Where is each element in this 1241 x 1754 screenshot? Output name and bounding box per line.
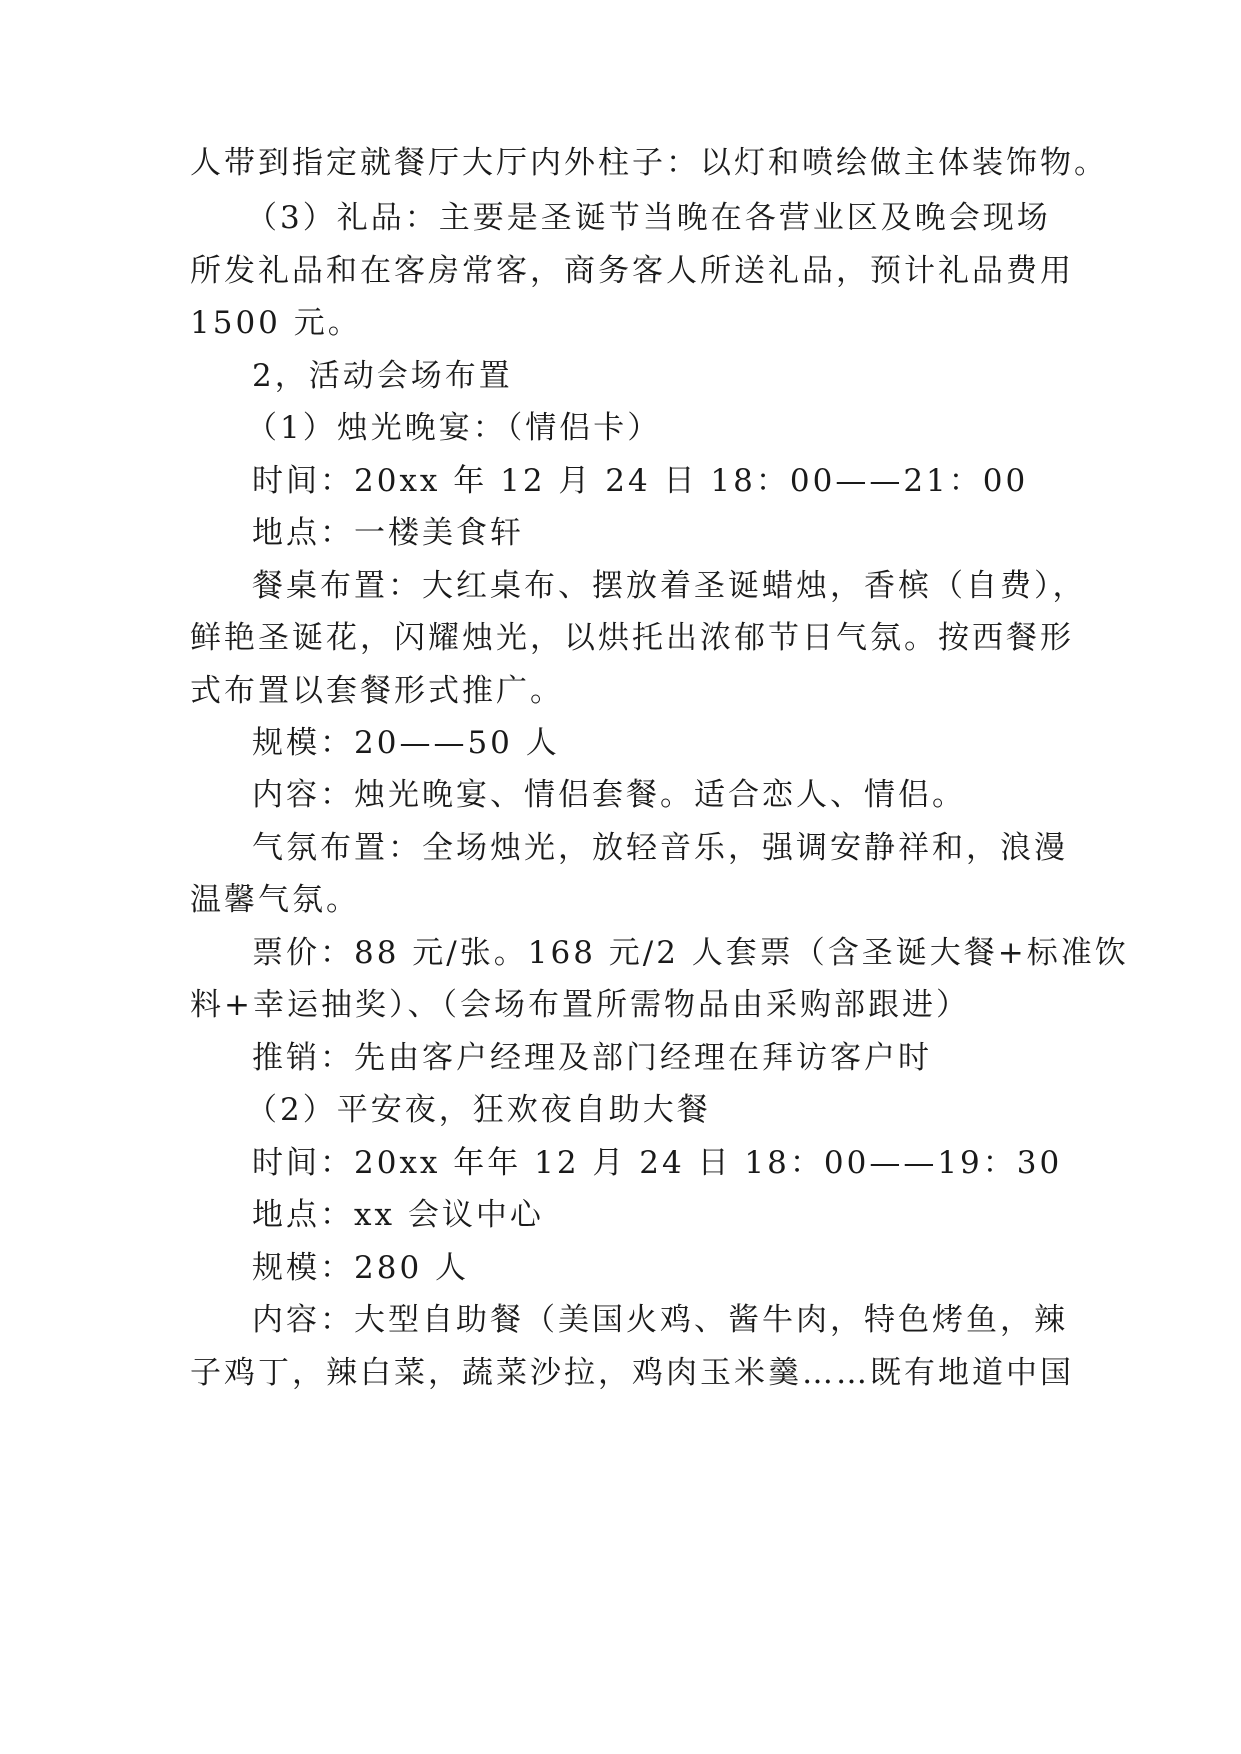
text-line: 规模：280 人 [252, 1250, 470, 1286]
subsection-heading: （2）平安夜，狂欢夜自助大餐 [246, 1092, 711, 1128]
text-line: 鲜艳圣诞花，闪耀烛光，以烘托出浓郁节日气氛。按西餐形 [190, 620, 1074, 656]
text-line: 规模：20——50 人 [252, 725, 560, 761]
section-heading: （3）礼品：主要是圣诞节当晚在各营业区及晚会现场 [246, 200, 1051, 236]
text-line: 地点：xx 会议中心 [252, 1197, 544, 1233]
text-line: 气氛布置：全场烛光，放轻音乐，强调安静祥和，浪漫 [252, 830, 1068, 866]
text-line: 1500 元。 [190, 305, 362, 341]
text-line: 内容：烛光晚宴、情侣套餐。适合恋人、情侣。 [252, 777, 966, 813]
text-line: 时间：20xx 年年 12 月 24 日 18：00——19：30 [252, 1145, 1063, 1181]
text-line: 地点：一楼美食轩 [252, 515, 524, 551]
text-line: 料+幸运抽奖）、（会场布置所需物品由采购部跟进） [190, 987, 970, 1023]
text-line: 式布置以套餐形式推广。 [190, 673, 564, 709]
text-line: 人带到指定就餐厅大厅内外柱子：以灯和喷绘做主体装饰物。 [190, 145, 1108, 181]
text-line: 时间：20xx 年 12 月 24 日 18：00——21：00 [252, 463, 1029, 499]
subsection-heading: （1）烛光晚宴：（情侣卡） [246, 410, 662, 446]
text-line: 内容：大型自助餐（美国火鸡、酱牛肉，特色烤鱼，辣 [252, 1302, 1068, 1338]
text-line: 餐桌布置：大红桌布、摆放着圣诞蜡烛，香槟（自费）， [252, 568, 1087, 604]
section-heading: 2，活动会场布置 [252, 358, 513, 394]
text-line: 子鸡丁，辣白菜，蔬菜沙拉，鸡肉玉米羹……既有地道中国 [190, 1355, 1074, 1391]
text-line: 票价：88 元/张。168 元/2 人套票（含圣诞大餐+标准饮 [252, 935, 1129, 971]
text-line: 所发礼品和在客房常客，商务客人所送礼品，预计礼品费用 [190, 253, 1074, 289]
text-line: 推销：先由客户经理及部门经理在拜访客户时 [252, 1040, 932, 1076]
text-line: 温馨气氛。 [190, 882, 360, 918]
